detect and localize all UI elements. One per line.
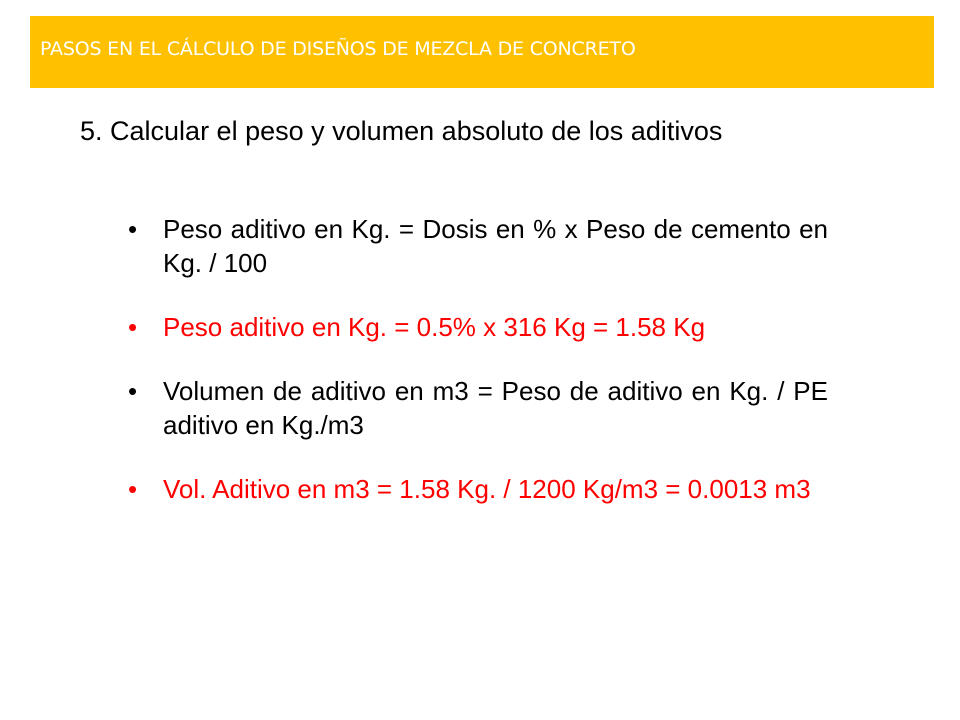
bullet-text: Vol. Aditivo en m3 = 1.58 Kg. / 1200 Kg/m3 = 0.0013 m3: [163, 474, 811, 504]
title-banner: [30, 16, 934, 88]
bullet-item: [128, 212, 828, 280]
bullet-text: Peso aditivo en Kg. = Dosis en % x Peso de cemento en Kg. / 100: [163, 214, 828, 278]
bullet-dot-icon: •: [128, 214, 138, 244]
bullet-text: Volumen de aditivo en m3 = Peso de aditivo en Kg. / PE aditivo en Kg./m3: [163, 376, 828, 440]
bullet-dot-icon: •: [128, 312, 138, 342]
slide-title: PASOS EN EL CÁLCULO DE DISEÑOS DE MEZCLA DE CONCRETO: [40, 38, 636, 60]
bullet-dot-icon: •: [128, 376, 138, 406]
bullet-list: [128, 212, 828, 536]
bullet-text: Peso aditivo en Kg. = 0.5% x 316 Kg = 1.58 Kg: [163, 312, 706, 342]
bullet-item: [128, 310, 828, 344]
step-heading: 5. Calcular el peso y volumen absoluto de los aditivos: [80, 116, 723, 146]
bullet-dot-icon: •: [128, 474, 138, 504]
bullet-item: [128, 472, 828, 506]
bullet-item: [128, 374, 828, 442]
